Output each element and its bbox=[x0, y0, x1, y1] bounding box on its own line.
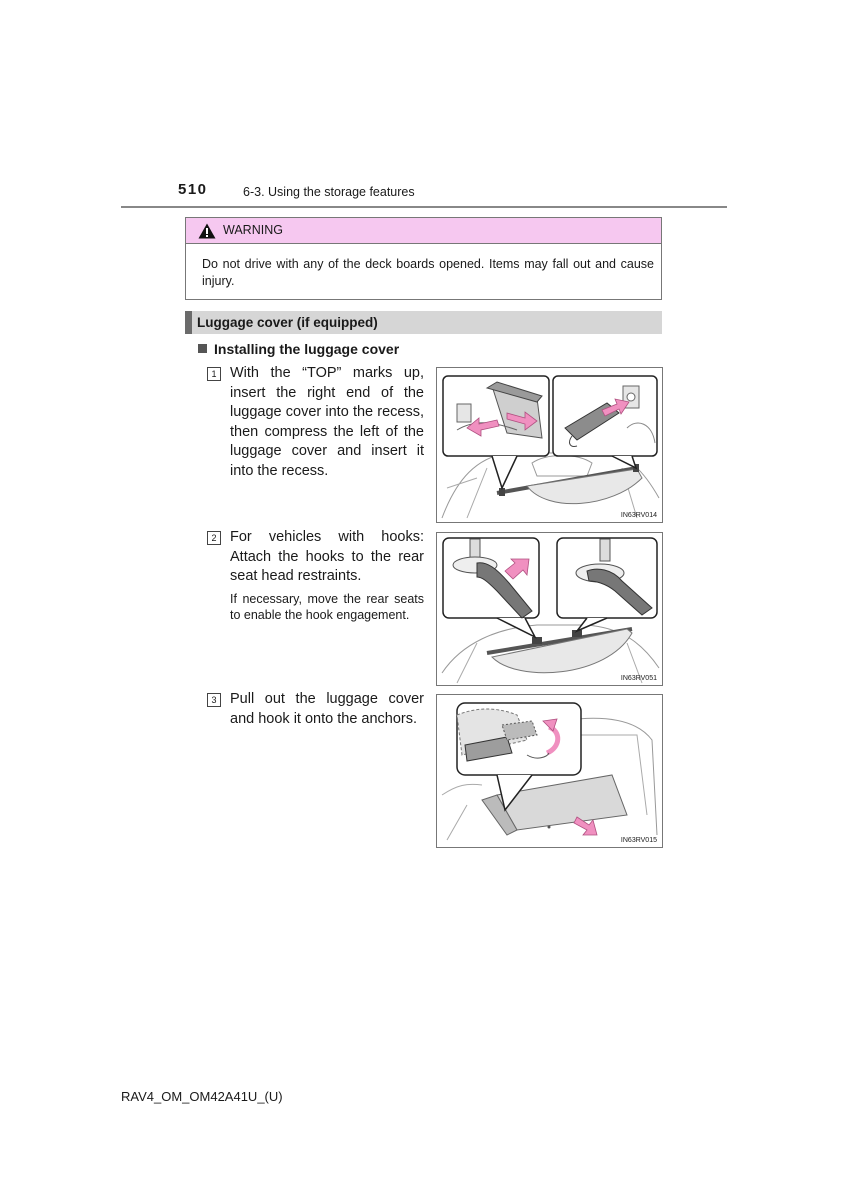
step-2-note: If necessary, move the rear seats to enable the hook engagement. bbox=[230, 592, 424, 622]
step-1-text: With the “TOP” marks up, insert the right end of the luggage cover into the recess, then compress the left of the luggage cover and insert it into the recess. bbox=[230, 365, 424, 479]
pull-cover-illustration bbox=[437, 695, 664, 849]
step-3-text: Pull out the luggage cover and hook it onto the anchors. bbox=[230, 691, 424, 727]
step-number-3: 3 bbox=[207, 693, 221, 707]
figure-step-3 bbox=[436, 694, 663, 848]
luggage-cover-insert-illustration bbox=[437, 368, 664, 524]
step-number-1: 1 bbox=[207, 367, 221, 381]
header-divider bbox=[121, 206, 727, 208]
figure-code-1: IN63RV014 bbox=[620, 512, 657, 519]
warning-box bbox=[185, 217, 662, 300]
procedure-heading-text: Installing the luggage cover bbox=[214, 341, 400, 357]
figure-code-2: IN63RV051 bbox=[620, 675, 657, 682]
warning-header bbox=[186, 218, 661, 244]
page-number: 510 bbox=[178, 181, 208, 198]
figure-step-1 bbox=[436, 367, 663, 523]
step-2-text: For vehicles with hooks: Attach the hooks to the rear seat head restraints. bbox=[230, 529, 424, 584]
section-title: 6-3. Using the storage features bbox=[243, 185, 415, 199]
subsection-bar bbox=[185, 311, 662, 334]
warning-label: WARNING bbox=[223, 223, 283, 237]
subsection-title: Luggage cover (if equipped) bbox=[197, 315, 378, 330]
hook-attach-illustration bbox=[437, 533, 664, 687]
step-number-2: 2 bbox=[207, 531, 221, 545]
subsection-bar-accent bbox=[185, 311, 192, 334]
square-bullet-icon bbox=[198, 344, 207, 353]
warning-triangle-icon bbox=[198, 223, 216, 239]
figure-step-2 bbox=[436, 532, 663, 686]
figure-code-3: IN63RV015 bbox=[620, 837, 657, 844]
procedure-heading bbox=[198, 341, 399, 357]
footer-doc-code: RAV4_OM_OM42A41U_(U) bbox=[121, 1089, 283, 1104]
warning-text: Do not drive with any of the deck boards opened. Items may fall out and cause injury. bbox=[202, 257, 654, 288]
